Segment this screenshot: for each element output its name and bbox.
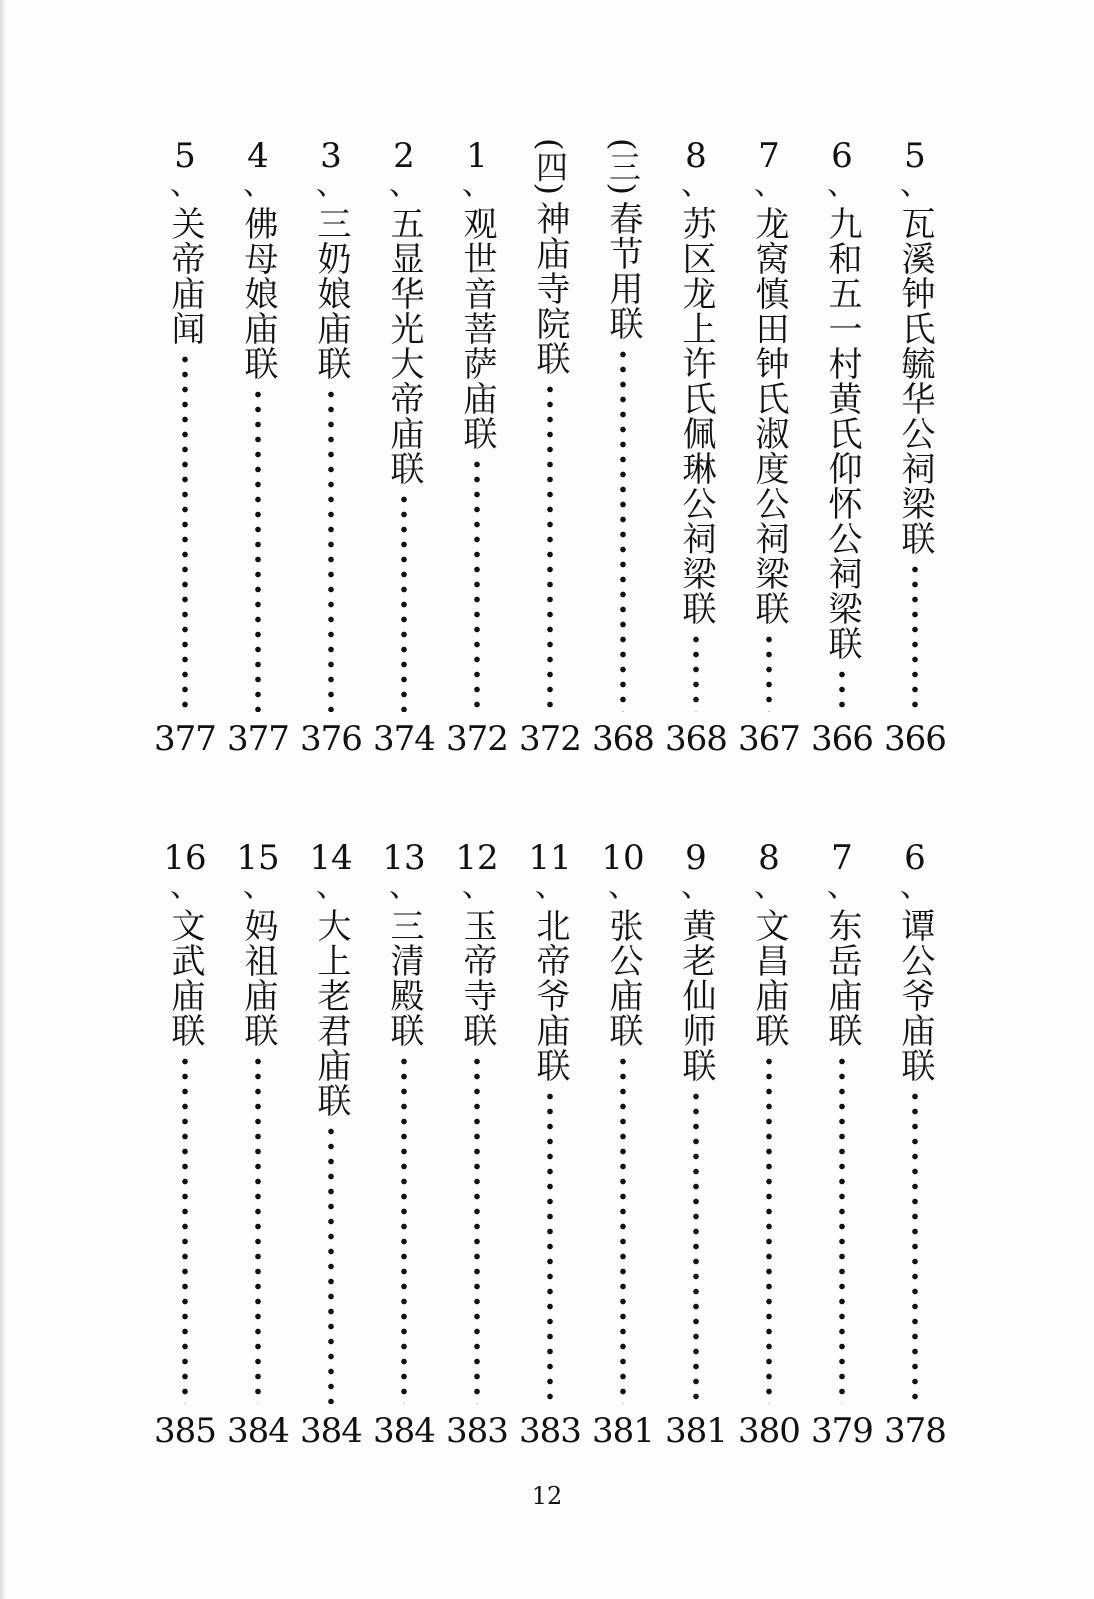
enumeration-mark: 、 (681, 167, 711, 202)
entry-page: 383 (519, 1411, 581, 1451)
entry-page: 384 (227, 1411, 289, 1451)
toc-entry (885, 138, 945, 758)
entry-title: 佛母娘庙联 (238, 206, 278, 381)
dot-leader (911, 562, 919, 712)
toc-section (593, 138, 653, 758)
entry-title: 九和五一村黄氏仰怀公祠梁联 (822, 206, 862, 661)
entry-title: 张公庙联 (603, 908, 643, 1048)
enumeration-mark: 、 (243, 869, 273, 904)
enumeration-mark: 、 (316, 869, 346, 904)
entry-number: 8 (758, 838, 780, 878)
enumeration-mark: 、 (389, 167, 419, 202)
entry-page: 376 (300, 719, 362, 759)
dot-leader (692, 632, 700, 712)
dot-leader (692, 1089, 700, 1404)
entry-number: 9 (685, 838, 707, 878)
toc-entry (666, 840, 726, 1450)
entry-number: 3 (320, 136, 342, 176)
entry-title: 妈祖庙联 (238, 908, 278, 1048)
entry-title: 文昌庙联 (749, 908, 789, 1048)
entry-number: 7 (831, 838, 853, 878)
toc-entry (739, 138, 799, 758)
entry-page: 366 (811, 719, 873, 759)
enumeration-mark: 、 (681, 869, 711, 904)
toc-entry (301, 138, 361, 758)
entry-number: 14 (309, 838, 353, 878)
toc-entry (374, 840, 434, 1450)
enumeration-mark: 、 (243, 167, 273, 202)
entry-page: 385 (154, 1411, 216, 1451)
entry-page: 384 (300, 1411, 362, 1451)
entry-page: 384 (373, 1411, 435, 1451)
dot-leader (765, 632, 773, 712)
entry-number: 5 (904, 136, 926, 176)
enumeration-mark: 、 (900, 167, 930, 202)
entry-title: 三奶娘庙联 (311, 206, 351, 381)
toc-entry (666, 138, 726, 758)
dot-leader (473, 1054, 481, 1404)
dot-leader (619, 1054, 627, 1404)
toc-block-bottom (155, 840, 945, 1450)
enumeration-mark: 、 (754, 869, 784, 904)
entry-page: 381 (665, 1411, 727, 1451)
dot-leader (181, 1054, 189, 1404)
dot-leader (327, 387, 335, 712)
toc-entry (228, 138, 288, 758)
entry-page: 366 (884, 719, 946, 759)
entry-title: 大上老君庙联 (311, 908, 351, 1118)
entry-title: 黄老仙师联 (676, 908, 716, 1083)
entry-page: 368 (665, 719, 727, 759)
entry-number: 8 (685, 136, 707, 176)
entry-title: 瓦溪钟氏毓华公祠梁联 (895, 206, 935, 556)
toc-entry (812, 840, 872, 1450)
entry-page: 368 (592, 719, 654, 759)
dot-leader (546, 382, 554, 712)
toc-entry (812, 138, 872, 758)
enumeration-mark: 、 (535, 869, 565, 904)
entry-page: 367 (738, 719, 800, 759)
toc-entry (301, 840, 361, 1450)
entry-title: 三清殿联 (384, 908, 424, 1048)
enumeration-mark: 、 (900, 869, 930, 904)
dot-leader (181, 352, 189, 712)
page-number: 12 (531, 1482, 563, 1510)
entry-title: 关帝庙闻 (165, 206, 205, 346)
entry-title: 观世音菩萨庙联 (457, 206, 497, 451)
entry-page: 377 (227, 719, 289, 759)
enumeration-mark: 、 (827, 869, 857, 904)
toc-entry (447, 138, 507, 758)
toc-entry (447, 840, 507, 1450)
entry-number: 7 (758, 136, 780, 176)
toc-entry (155, 840, 215, 1450)
entry-title: 文武庙联 (165, 908, 205, 1048)
enumeration-mark: 、 (462, 167, 492, 202)
entry-page: 380 (738, 1411, 800, 1451)
entry-page: 374 (373, 719, 435, 759)
entry-title: 苏区龙上许氏佩琳公祠梁联 (676, 206, 716, 626)
dot-leader (254, 1054, 262, 1404)
toc-entry (885, 840, 945, 1450)
dot-leader (546, 1089, 554, 1404)
entry-title: 东岳庙联 (822, 908, 862, 1048)
toc-block-top (155, 138, 945, 758)
entry-number: 15 (236, 838, 280, 878)
section-number: (三) (604, 138, 642, 195)
toc-entry (593, 840, 653, 1450)
entry-number: 13 (382, 838, 426, 878)
entry-title: 龙窝慎田钟氏淑度公祠梁联 (749, 206, 789, 626)
toc-entry (374, 138, 434, 758)
section-title: 春节用联 (603, 200, 643, 341)
entry-page: 379 (811, 1411, 873, 1451)
dot-leader (473, 457, 481, 712)
entry-number: 16 (163, 838, 207, 878)
entry-page: 381 (592, 1411, 654, 1451)
enumeration-mark: 、 (316, 167, 346, 202)
enumeration-mark: 、 (170, 167, 200, 202)
entry-number: 6 (904, 838, 926, 878)
toc-entry (520, 840, 580, 1450)
entry-number: 4 (247, 136, 269, 176)
entry-page: 377 (154, 719, 216, 759)
entry-number: 12 (455, 838, 499, 878)
entry-number: 10 (601, 838, 645, 878)
dot-leader (400, 1054, 408, 1404)
entry-page: 378 (884, 1411, 946, 1451)
entry-number: 5 (174, 136, 196, 176)
section-number: (四) (531, 138, 569, 195)
entry-title: 玉帝寺联 (457, 908, 497, 1048)
section-title: 神庙寺院联 (530, 200, 570, 376)
dot-leader (838, 667, 846, 712)
dot-leader (327, 1124, 335, 1404)
enumeration-mark: 、 (389, 869, 419, 904)
dot-leader (400, 492, 408, 712)
enumeration-mark: 、 (462, 869, 492, 904)
page-edge-shadow (0, 0, 6, 1599)
toc-entry (228, 840, 288, 1450)
enumeration-mark: 、 (827, 167, 857, 202)
entry-number: 6 (831, 136, 853, 176)
toc-entry (155, 138, 215, 758)
dot-leader (619, 347, 627, 712)
enumeration-mark: 、 (754, 167, 784, 202)
enumeration-mark: 、 (608, 869, 638, 904)
entry-page: 372 (519, 719, 581, 759)
dot-leader (254, 387, 262, 712)
entry-title: 五显华光大帝庙联 (384, 206, 424, 486)
entry-number: 2 (393, 136, 415, 176)
entry-number: 1 (466, 136, 488, 176)
toc-section (520, 138, 580, 758)
entry-title: 谭公爷庙联 (895, 908, 935, 1083)
dot-leader (765, 1054, 773, 1404)
dot-leader (838, 1054, 846, 1404)
dot-leader (911, 1089, 919, 1404)
toc-entry (739, 840, 799, 1450)
entry-number: 11 (528, 838, 572, 878)
entry-page: 372 (446, 719, 508, 759)
entry-title: 北帝爷庙联 (530, 908, 570, 1083)
entry-page: 383 (446, 1411, 508, 1451)
enumeration-mark: 、 (170, 869, 200, 904)
